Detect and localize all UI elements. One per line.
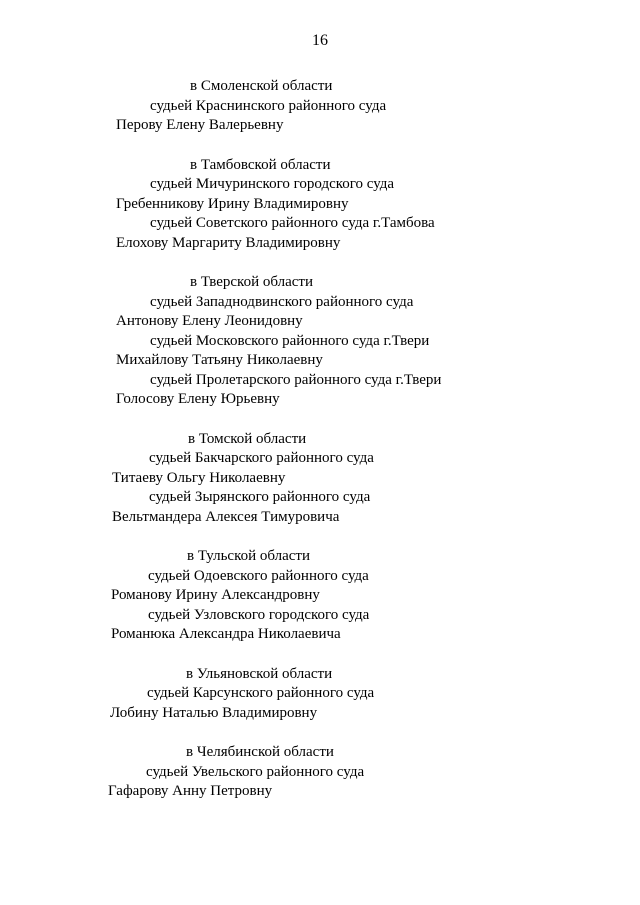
judge-name: Антонову Елену Леонидовну: [116, 313, 303, 329]
court-position: судьей Пролетарского районного суда г.Твери: [150, 371, 442, 388]
region-section-tomsk: [0, 430, 640, 528]
court-position: судьей Узловского городского суда: [148, 606, 370, 623]
judge-name: Титаеву Ольгу Николаевну: [112, 469, 286, 486]
court-position: судьей Одоевского районного суда: [148, 567, 369, 584]
judge-name: Михайлову Татьяну Николаевну: [116, 352, 323, 368]
judge-name: Гребенникову Ирину Владимировну: [116, 195, 349, 212]
court-position: судьей Увельского районного суда: [146, 763, 365, 780]
court-position: судьей Карсунского районного суда: [147, 685, 375, 701]
judge-name: Голосову Елену Юрьевну: [116, 391, 280, 407]
region-heading: в Челябинской области: [186, 744, 334, 760]
judge-name: Романюка Александра Николаевича: [111, 626, 341, 642]
region-section-tver: [0, 273, 640, 410]
page-number: 16: [312, 32, 328, 49]
region-heading: в Тульской области: [187, 548, 311, 564]
region-section-smolensk: [0, 77, 640, 136]
court-position: судьей Московского районного суда г.Твери: [150, 332, 430, 349]
region-heading: в Тверской области: [190, 274, 314, 290]
region-heading: в Ульяновской области: [186, 665, 333, 682]
judge-name: Елохову Маргариту Владимировну: [116, 234, 341, 251]
court-position: судьей Западнодвинского районного суда: [150, 293, 414, 310]
judge-name: Перову Елену Валерьевну: [116, 117, 284, 133]
court-position: судьей Зырянского районного суда: [149, 489, 371, 505]
court-position: судьей Бакчарского районного суда: [149, 450, 374, 466]
region-section-ulyanovsk: [0, 665, 640, 724]
appointments-list: [0, 77, 640, 822]
judge-name: Гафарову Анну Петровну: [108, 783, 273, 799]
court-position: судьей Советского районного суда г.Тамбова: [150, 215, 435, 231]
region-heading: в Смоленской области: [190, 78, 333, 94]
court-position: судьей Мичуринского городского суда: [150, 176, 395, 192]
region-heading: в Тамбовской области: [190, 156, 331, 173]
court-position: судьей Краснинского районного суда: [150, 97, 387, 114]
judge-name: Лобину Наталью Владимировну: [110, 704, 318, 721]
region-section-tula: [0, 547, 640, 645]
judge-name: Вельтмандера Алексея Тимуровича: [112, 508, 340, 525]
region-heading: в Томской области: [188, 430, 307, 447]
judge-name: Романову Ирину Александровну: [111, 587, 320, 603]
region-section-tambov: [0, 156, 640, 254]
region-section-chelyabinsk: [0, 743, 640, 802]
